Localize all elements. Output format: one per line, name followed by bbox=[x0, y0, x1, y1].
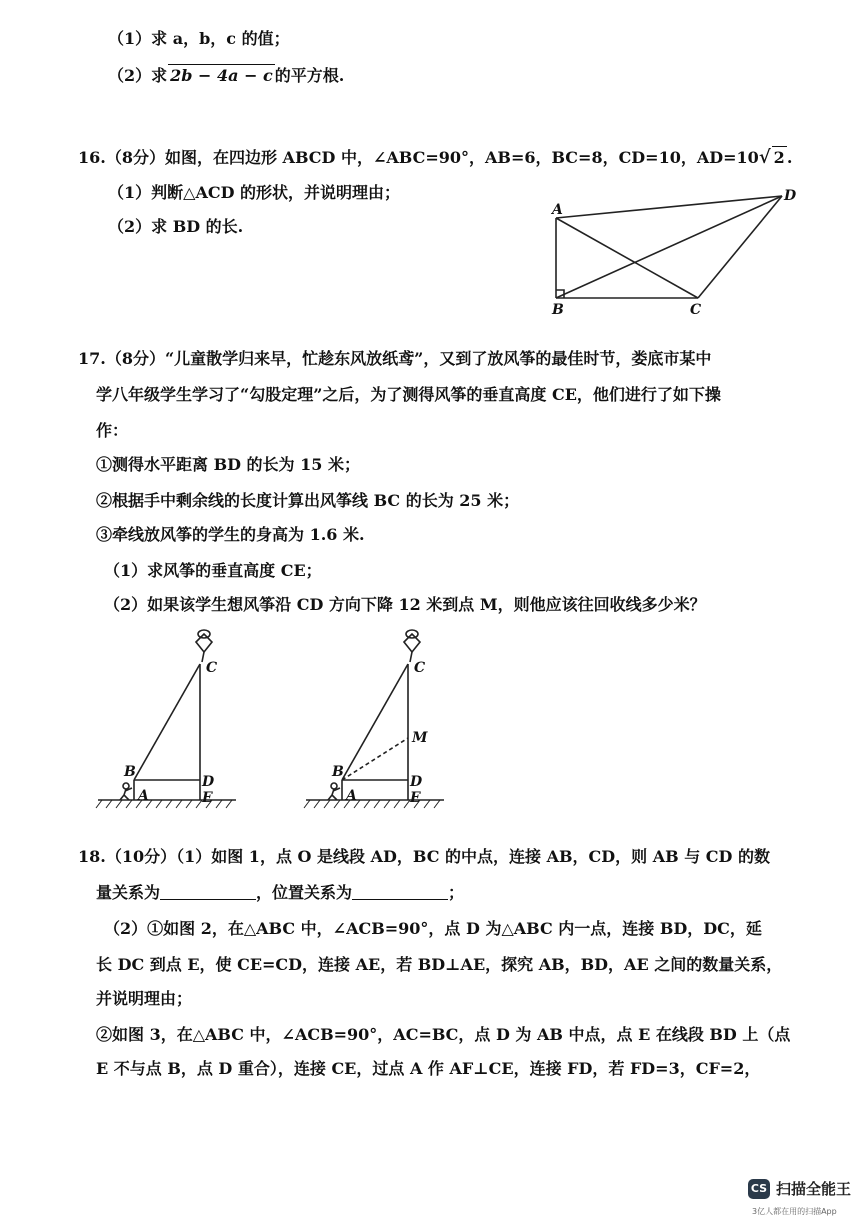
q17-figure-2 bbox=[304, 620, 454, 820]
q16-label-a: A bbox=[552, 202, 563, 218]
q16-edge-cd bbox=[698, 196, 782, 298]
fig2-label-m: M bbox=[412, 730, 428, 746]
q17-stem-line1: 17.（8分）“儿童散学归来早，忙趁东风放纸鸢”，又到了放风筝的最佳时节，娄底市某中 bbox=[78, 349, 712, 368]
q18-blank-position bbox=[352, 883, 448, 900]
fig2-label-a: A bbox=[346, 788, 357, 804]
q18-line2-end: ； bbox=[448, 883, 465, 902]
q16-edge-ad bbox=[556, 196, 782, 218]
fig2-line-bm bbox=[342, 738, 408, 780]
q16-stem-text: 16.（8分）如图，在四边形 ABCD 中，∠ABC=90°，AB=6，BC=8，CD=10，AD=10 bbox=[78, 148, 759, 167]
q15-part1: （1）求 a，b，c 的值； bbox=[108, 29, 290, 48]
q18-line1: 18.（10分）（1）如图 1，点 O 是线段 AD，BC 的中点，连接 AB，CD，则 AB 与 CD 的数 bbox=[78, 847, 770, 866]
fig1-label-a: A bbox=[138, 788, 149, 804]
q17-step2: ②根据手中剩余线的长度计算出风筝线 BC 的长为 25 米； bbox=[96, 491, 520, 510]
fig1-kite-icon bbox=[196, 630, 212, 662]
fig1-label-b: B bbox=[124, 764, 136, 780]
q16-label-c: C bbox=[690, 302, 702, 318]
fig2-kite-string-bc bbox=[342, 664, 408, 780]
q16-part2: （2）求 BD 的长. bbox=[108, 217, 244, 236]
q18-line3: （2）①如图 2，在△ABC 中，∠ACB=90°，点 D 为△ABC 内一点，连接 BD，DC，延 bbox=[104, 919, 762, 938]
fig2-label-d: D bbox=[410, 774, 423, 790]
q17-figure-1 bbox=[96, 620, 246, 820]
q17-part2: （2）如果该学生想风筝沿 CD 方向下降 12 米到点 M，则他应该往回收线多少米？ bbox=[104, 595, 706, 614]
q17-stem-line2: 学八年级学生学习了“勾股定理”之后，为了测得风筝的垂直高度 CE，他们进行了如下操 bbox=[96, 385, 721, 404]
scanner-logo-icon: CS bbox=[748, 1179, 770, 1199]
fig1-label-c: C bbox=[206, 660, 218, 676]
q17-stem-line3: 作： bbox=[96, 421, 129, 440]
q17-part1: （1）求风筝的垂直高度 CE； bbox=[104, 561, 322, 580]
scanner-app-name: 扫描全能王 bbox=[776, 1180, 852, 1198]
q16-radical: 2 bbox=[773, 148, 785, 167]
fig2-label-c: C bbox=[414, 660, 426, 676]
q18-blank-quantity bbox=[160, 883, 256, 900]
q18-line4: 长 DC 到点 E，使 CE=CD，连接 AE，若 BD⊥AE，探究 AB，BD，AE 之间的数量关系， bbox=[96, 955, 783, 974]
q18-line5: 并说明理由； bbox=[96, 989, 193, 1008]
fig2-label-b: B bbox=[332, 764, 344, 780]
q16-label-d: D bbox=[784, 188, 797, 204]
fig2-person-icon bbox=[328, 783, 340, 800]
fig1-label-e: E bbox=[202, 790, 213, 806]
q16-diagonal-ac bbox=[556, 218, 698, 298]
q17-step3: ③牵线放风筝的学生的身高为 1.6 米. bbox=[96, 525, 365, 544]
q18-line2 bbox=[96, 882, 464, 904]
q15-radical: 2b − 4a − c bbox=[170, 66, 273, 85]
q18-quantity-label: 量关系为 bbox=[96, 883, 161, 902]
q16-figure bbox=[540, 180, 810, 320]
q18-line7: E 不与点 B，点 D 重合），连接 CE，过点 A 作 AF⊥CE，连接 FD，若 FD=3，CF=2， bbox=[96, 1059, 761, 1078]
fig2-kite-icon bbox=[404, 630, 420, 662]
fig1-person-icon bbox=[120, 783, 132, 800]
q16-label-b: B bbox=[552, 302, 564, 318]
fig1-label-d: D bbox=[202, 774, 215, 790]
q16-part1: （1）判断△ACD 的形状，并说明理由； bbox=[108, 183, 401, 202]
q16-stem-end: . bbox=[786, 148, 793, 167]
q16-diagonal-bd bbox=[556, 196, 782, 298]
fig2-label-e: E bbox=[410, 790, 421, 806]
q15-part2-prefix: （2）求 bbox=[108, 66, 168, 85]
q16-stem: 16.（8分）如图，在四边形 ABCD 中，∠ABC=90°，AB=6，BC=8，CD=10，AD=10√ 2 . bbox=[78, 147, 793, 168]
q15-part2-suffix: 的平方根. bbox=[274, 66, 345, 85]
scanner-watermark bbox=[748, 1178, 851, 1199]
scanner-tagline: 3亿人都在用的扫描App bbox=[752, 1207, 837, 1216]
fig1-kite-string-bc bbox=[134, 664, 200, 780]
q15-part2 bbox=[108, 64, 344, 87]
q18-line6: ②如图 3，在△ABC 中，∠ACB=90°，AC=BC，点 D 为 AB 中点，点 E 在线段 BD 上（点 bbox=[96, 1025, 791, 1044]
q17-step1: ①测得水平距离 BD 的长为 15 米； bbox=[96, 455, 360, 474]
q18-position-label: ，位置关系为 bbox=[256, 883, 353, 902]
